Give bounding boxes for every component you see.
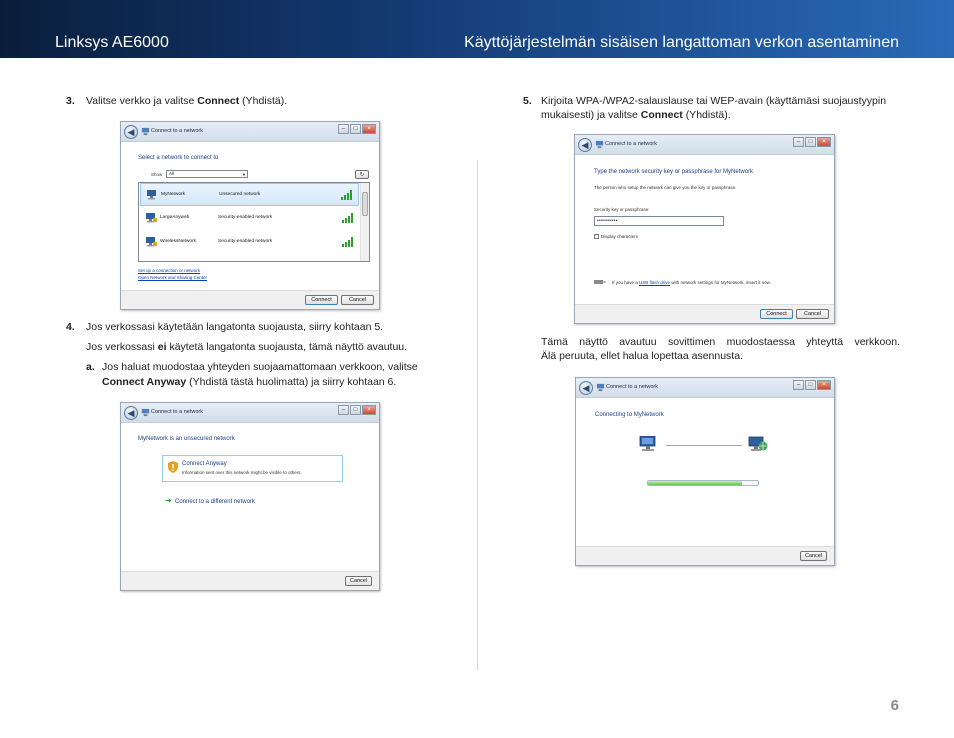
close-button[interactable]: × bbox=[817, 380, 831, 390]
computer-icon bbox=[639, 436, 658, 452]
product-name: Linksys AE6000 bbox=[55, 34, 169, 51]
network-name: LargeAnyweb bbox=[160, 215, 190, 220]
display-characters-checkbox[interactable] bbox=[594, 234, 599, 239]
close-button[interactable]: × bbox=[817, 137, 831, 147]
select-network-dialog bbox=[120, 121, 380, 310]
window-title: Connect to a network bbox=[151, 409, 203, 415]
back-arrow-icon[interactable]: ◀ bbox=[578, 138, 592, 152]
page-number: 6 bbox=[890, 697, 899, 714]
list-scrollbar[interactable] bbox=[360, 183, 369, 261]
network-icon bbox=[596, 383, 605, 392]
usb-drive-icon bbox=[594, 278, 607, 286]
security-key-label: Security key or passphrase: bbox=[594, 207, 650, 212]
title-bar bbox=[121, 122, 379, 142]
cancel-button[interactable]: Cancel bbox=[345, 576, 372, 586]
connection-line bbox=[666, 445, 742, 446]
step-4-line1: Jos verkossasi käytetään langatonta suojausta, siirry kohtaan 5. bbox=[86, 321, 384, 333]
dialog-description: The person who setup the network can give you the key or passphrase. bbox=[594, 185, 737, 190]
signal-strength-icon bbox=[342, 236, 355, 247]
dialog-footer bbox=[121, 290, 379, 309]
connect-different-network-label: Connect to a different network bbox=[175, 499, 255, 505]
connect-anyway-desc: Information sent over this network might be visible to others. bbox=[182, 470, 302, 475]
scrollbar-thumb[interactable] bbox=[362, 192, 368, 216]
page-header bbox=[0, 0, 954, 58]
dialog-footer bbox=[575, 304, 834, 323]
usb-flash-drive-link[interactable]: USB flash drive bbox=[639, 280, 671, 285]
close-button[interactable]: × bbox=[362, 124, 376, 134]
network-globe-icon bbox=[748, 435, 768, 453]
maximize-button[interactable]: □ bbox=[350, 405, 361, 415]
green-arrow-icon: ➜ bbox=[165, 496, 172, 505]
usb-hint: If you have a USB flash drive with network settings for MyNetwork, insert it now. bbox=[612, 280, 771, 285]
connect-anyway-option[interactable] bbox=[162, 455, 343, 482]
network-name: WirelessNetwork bbox=[160, 239, 196, 244]
cancel-button[interactable]: Cancel bbox=[800, 551, 827, 561]
chevron-down-icon: ▼ bbox=[242, 172, 246, 177]
signal-strength-icon bbox=[342, 212, 355, 223]
connecting-note-line1: Tämä näyttö avautuu sovittimen muodostaessa yhteyttä verkkoon. bbox=[541, 336, 900, 348]
network-icon bbox=[141, 408, 150, 417]
title-bar bbox=[121, 403, 379, 423]
minimize-button[interactable]: – bbox=[793, 137, 804, 147]
computer-icon bbox=[146, 190, 158, 200]
network-list bbox=[138, 182, 370, 262]
step-4-line2: Jos verkossasi ei käytetä langatonta suojausta, tämä näyttö avautuu. bbox=[86, 341, 408, 353]
window-title: Connect to a network bbox=[606, 384, 658, 390]
title-bar bbox=[576, 378, 834, 398]
step-4-number: 4. bbox=[66, 321, 75, 333]
computer-lock-icon bbox=[145, 213, 157, 223]
back-arrow-icon[interactable]: ◀ bbox=[124, 406, 138, 420]
network-security: Security-enabled network bbox=[218, 239, 273, 244]
maximize-button[interactable]: □ bbox=[805, 380, 816, 390]
dialog-footer bbox=[576, 546, 834, 565]
network-security: Security-enabled network bbox=[218, 215, 273, 220]
computer-lock-icon bbox=[145, 237, 157, 247]
title-bar bbox=[575, 135, 834, 155]
progress-fill bbox=[648, 481, 742, 485]
step-4a-letter: a. bbox=[86, 361, 95, 373]
network-row-largeanyweb[interactable] bbox=[140, 207, 359, 230]
security-key-input[interactable]: •••••••••• bbox=[594, 216, 724, 226]
display-characters-label: Display characters bbox=[601, 234, 639, 239]
unsecured-network-dialog bbox=[120, 402, 380, 591]
minimize-button[interactable]: – bbox=[338, 124, 349, 134]
show-select[interactable]: All ▼ bbox=[166, 170, 248, 178]
connect-button[interactable]: Connect bbox=[760, 309, 793, 319]
column-divider bbox=[477, 160, 478, 670]
chapter-title: Käyttöjärjestelmän sisäisen langattoman verkon asentaminen bbox=[464, 34, 899, 51]
connecting-dialog bbox=[575, 377, 835, 566]
show-label: Show bbox=[151, 172, 163, 177]
maximize-button[interactable]: □ bbox=[805, 137, 816, 147]
window-title: Connect to a network bbox=[605, 141, 657, 147]
step-4a-line1: Jos haluat muodostaa yhteyden suojaamattomaan verkkoon, valitse bbox=[102, 361, 418, 373]
step-5-line2: mukaisesti) ja valitse Connect (Yhdistä). bbox=[541, 109, 731, 121]
dialog-footer bbox=[121, 571, 379, 590]
network-security: Unsecured network bbox=[219, 192, 261, 197]
connect-anyway-title: Connect Anyway bbox=[182, 461, 227, 467]
network-name: MyNetwork bbox=[161, 192, 185, 197]
dialog-heading: Select a network to connect to bbox=[138, 155, 219, 161]
minimize-button[interactable]: – bbox=[338, 405, 349, 415]
network-sharing-center-link[interactable]: Open Network and Sharing Center bbox=[138, 275, 208, 280]
step-5-number: 5. bbox=[523, 95, 532, 107]
close-button[interactable]: × bbox=[362, 405, 376, 415]
back-arrow-icon[interactable]: ◀ bbox=[124, 125, 138, 139]
security-key-dialog bbox=[574, 134, 835, 324]
network-icon bbox=[595, 140, 604, 149]
step-3-text: Valitse verkko ja valitse Connect (Yhdistä). bbox=[86, 95, 288, 107]
step-4a-line2: Connect Anyway (Yhdistä tästä huolimatta) ja siirry kohtaan 6. bbox=[102, 376, 397, 388]
connecting-note-line2: Älä peruuta, ellet halua lopettaa asennusta. bbox=[541, 350, 743, 362]
maximize-button[interactable]: □ bbox=[350, 124, 361, 134]
shield-warning-icon bbox=[168, 461, 178, 473]
dialog-heading: MyNetwork is an unsecured network bbox=[138, 436, 235, 442]
cancel-button[interactable]: Cancel bbox=[341, 295, 374, 305]
connect-button[interactable]: Connect bbox=[305, 295, 338, 305]
back-arrow-icon[interactable]: ◀ bbox=[579, 381, 593, 395]
connection-progress-bar bbox=[647, 480, 759, 486]
dialog-heading: Type the network security key or passphrase for MyNetwork bbox=[594, 169, 754, 175]
step-5-line1: Kirjoita WPA-/WPA2-salauslause tai WEP-avain (käyttämäsi suojaustyypin bbox=[541, 95, 887, 107]
step-3-number: 3. bbox=[66, 95, 75, 107]
dialog-heading: Connecting to MyNetwork bbox=[595, 412, 664, 418]
minimize-button[interactable]: – bbox=[793, 380, 804, 390]
cancel-button[interactable]: Cancel bbox=[796, 309, 829, 319]
network-row-wirelessnetwork[interactable] bbox=[140, 231, 359, 254]
signal-strength-icon bbox=[341, 189, 354, 200]
refresh-button[interactable]: ↻ bbox=[355, 170, 369, 179]
network-icon bbox=[141, 127, 150, 136]
setup-connection-link[interactable]: Set up a connection or network bbox=[138, 268, 201, 273]
network-row-mynetwork[interactable] bbox=[140, 183, 359, 206]
window-title: Connect to a network bbox=[151, 128, 203, 134]
